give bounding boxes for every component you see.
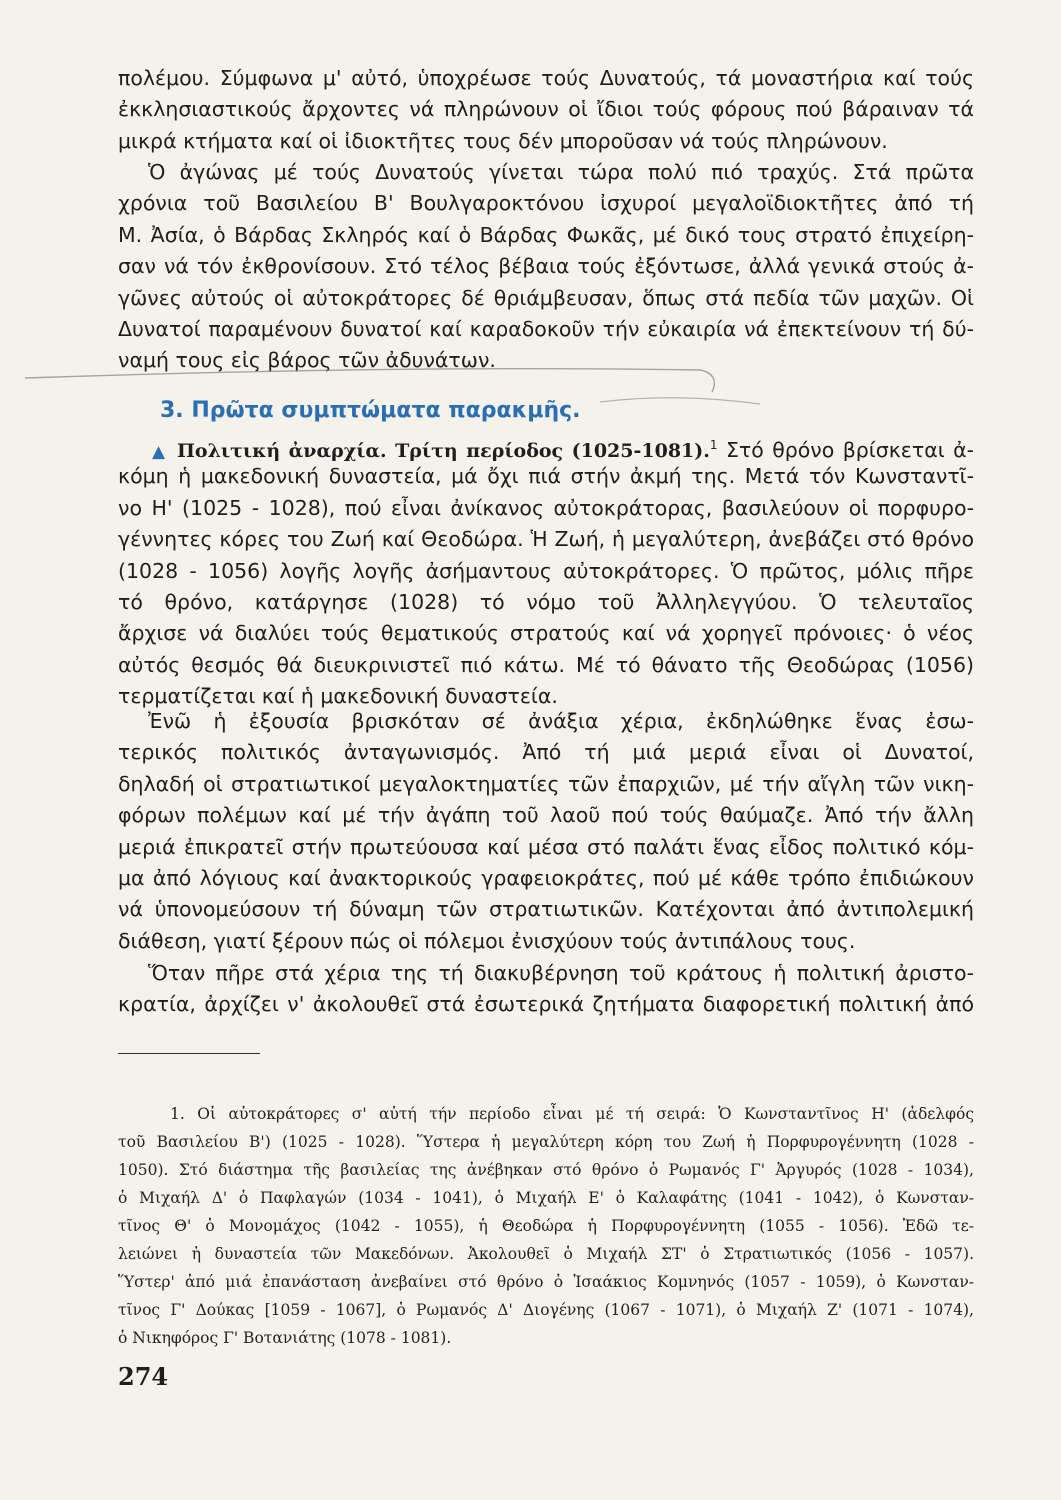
text-line: γέννητες κόρες του Ζωή καί Θεοδώρα. Ἡ Ζωή, ἡ μεγαλύτερη, ἀνεβάζει στό θρόνο (118, 527, 974, 552)
text-line: ἄρχισε νά διαλύει τούς θεματικούς στρατούς καί νά χορηγεῖ πρόνοιες· ὁ νέος (118, 621, 974, 646)
paragraph-4 (118, 706, 974, 957)
text-line: Στό θρόνο βρίσκεται ἀ- (725, 437, 974, 462)
text-line: φόρων πολέμων καί μέ τήν ἀγάπη τοῦ λαοῦ πού τούς θαύμαζε. Ἀπό τήν ἄλλη (118, 803, 974, 828)
footnote-line: ὁ Μιχαήλ Δ' ὁ Παφλαγών (1034 - 1041), ὁ Μιχαήλ Ε' ὁ Καλαφάτης (1041 - 1042), ὁ Κωνσταν- (118, 1189, 974, 1207)
text-line: (1028 - 1056) λογῆς λογῆς ἀσήμαντους αὐτοκράτορες. Ὁ πρῶτος, μόλις πῆρε (118, 558, 974, 583)
paragraph-5 (118, 958, 974, 1021)
paragraph-1 (118, 63, 974, 157)
text-line: αὐτός θεσμός θά διευκρινιστεῖ πιό κάτω. Μέ τό θάνατο τῆς Θεοδώρας (1056) (118, 652, 974, 677)
text-line: κόμη ἡ μακεδονική δυναστεία, μά ὄχι πιά στήν ἀκμή της. Μετά τόν Κωνσταντῖ- (118, 464, 974, 489)
text-line: σαν νά τόν ἐκθρονίσουν. Στό τέλος βέβαια τούς ἐξόντωσε, ἀλλά γενικά στούς ἀ- (118, 254, 974, 279)
text-line: διάθεση, γιατί ξέρουν πώς οἱ πόλεμοι ἐνισχύουν τούς ἀντιπάλους τους. (118, 928, 856, 953)
footnote-line: τοῦ Βασιλείου Β') (1025 - 1028). Ὕστερα ἡ μεγαλύτερη κόρη του Ζωή ἡ Πορφυρογέννητη (1028 - (118, 1133, 974, 1151)
text-line: νο Η' (1025 - 1028), πού εἶναι ἀνίκανος αὐτοκράτορας, βασιλεύουν οἱ πορφυρο- (118, 495, 974, 520)
text-line: τερικός πολιτικός ἀνταγωνισμός. Ἀπό τή μιά μεριά εἶναι οἱ Δυνατοί, (118, 740, 974, 765)
footnote-line: 1. Οἱ αὐτοκράτορες σ' αὐτή τήν περίοδο εἶναι μέ τή σειρά: Ὁ Κωνσταντῖνος Η' (ἀδελφός (170, 1105, 974, 1123)
footnote-ref: 1 (709, 438, 718, 452)
text-line: Ἐνῶ ἡ ἐξουσία βρισκόταν σέ ἀνάξια χέρια, ἐκδηλώθηκε ἕνας ἐσω- (148, 709, 974, 733)
text-line: χρόνια τοῦ Βασιλείου Β' Βουλγαροκτόνου ἰσχυροί μεγαλοϊδιοκτῆτες ἀπό τή (118, 191, 974, 216)
footnote-divider (118, 1053, 260, 1054)
text-line: γῶνες αὐτούς οἱ αὐτοκράτορες δέ θριάμβευσαν, ὅπως στά πεδία τῶν μαχῶν. Οἱ (118, 285, 974, 310)
footnote-line: λειώνει ἡ δυναστεία τῶν Μακεδόνων. Ἀκολουθεῖ ὁ Μιχαήλ ΣΤ' ὁ Στρατιωτικός (1056 - 1057). (118, 1245, 974, 1263)
triangle-marker-icon: ▲ (152, 441, 167, 462)
text-line: δηλαδή οἱ στρατιωτικοί μεγαλοκτηματίες τῶν ἐπαρχιῶν, μέ τήν αἴγλη τῶν νικη- (118, 771, 974, 796)
text-line: Μ. Ἀσία, ὁ Βάρδας Σκληρός καί ὁ Βάρδας Φωκᾶς, μέ δικό τους στρατό ἐπιχείρη- (118, 222, 974, 247)
text-line: κρατία, ἀρχίζει ν' ἀκολουθεῖ στά ἐσωτερικά ζητήματα διαφορετική πολιτική ἀπό (118, 992, 974, 1017)
footnote-line: Ὕστερ' ἀπό μιά ἐπανάσταση ἀνεβαίνει στό θρόνο ὁ Ἰσαάκιος Κομνηνός (1057 - 1059), ὁ Κωνσταν- (118, 1273, 974, 1291)
page-number: 274 (118, 1362, 169, 1391)
subheading-title: Πολιτική ἀναρχία. Τρίτη περίοδος (1025-1081). (176, 439, 710, 462)
paragraph-2 (118, 157, 974, 377)
footnote (118, 1100, 974, 1352)
subheading-line (118, 430, 974, 461)
section-heading: 3. Πρῶτα συμπτώματα παρακμῆς. (160, 398, 581, 423)
footnote-line: 1050). Στό διάστημα τῆς βασιλείας της ἀνέβηκαν στό θρόνο ὁ Ρωμανός Γ' Ἀργυρός (1028 - 1034), (118, 1161, 974, 1179)
text-line: Δυνατοί παραμένουν δυνατοί καί καραδοκοῦν τήν εὐκαιρία νά ἐπεκτείνουν τή δύ- (118, 316, 974, 341)
text-line: ναμή τους εἰς βάρος τῶν ἀδυνάτων. (118, 348, 496, 373)
text-line: μα ἀπό λόγιους καί ἀνακτορικούς γραφειοκράτες, πού μέ κάθε τρόπο ἐπιδιώκουν (118, 865, 974, 890)
pencil-stroke (600, 398, 760, 404)
text-line: τό θρόνο, κατάργησε (1028) τό νόμο τοῦ Ἀλληλεγγύου. Ὁ τελευταῖος (118, 589, 974, 614)
text-line: μικρά κτήματα καί οἱ ἰδιοκτῆτες τους δέν μποροῦσαν νά τούς πληρώνουν. (118, 128, 888, 153)
text-line: νά ὑπονομεύσουν τή δύναμη τῶν στρατιωτικῶν. Κατέχονται ἀπό ἀντιπολεμική (118, 897, 974, 922)
footnote-line: τῖνος Γ' Δούκας [1059 - 1067], ὁ Ρωμανός Δ' Διογένης (1067 - 1071), ὁ Μιχαήλ Ζ' (1071 - 1074), (118, 1301, 974, 1319)
text-line: ἐκκλησιαστικούς ἄρχοντες νά πληρώνουν οἱ ἴδιοι τούς φόρους πού βάραιναν τά (118, 97, 974, 122)
text-line: μεριά ἐπικρατεῖ στήν πρωτεύουσα καί μέσα στό παλάτι ἕνας εἶδος πολιτικό κόμ- (118, 834, 974, 859)
footnote-line: ὁ Νικηφόρος Γ' Βοτανιάτης (1078 - 1081). (118, 1329, 452, 1347)
text-line: τερματίζεται καί ἡ μακεδονική δυναστεία. (118, 684, 558, 709)
text-line: Ὅταν πῆρε στά χέρια της τή διακυβέρνηση τοῦ κράτους ἡ πολιτική ἀριστο- (148, 961, 974, 985)
text-line: πολέμου. Σύμφωνα μ' αὐτό, ὑποχρέωσε τούς Δυνατούς, τά μοναστήρια καί τούς (118, 66, 974, 90)
paragraph-3 (118, 430, 974, 713)
text-line: Ὁ ἀγώνας μέ τούς Δυνατούς γίνεται τώρα πολύ πιό τραχύς. Στά πρῶτα (148, 160, 974, 184)
footnote-line: τῖνος Θ' ὁ Μονομάχος (1042 - 1055), ἡ Θεοδώρα ἡ Πορφυρογέννητη (1055 - 1056). Ἐδῶ τε- (118, 1217, 974, 1235)
